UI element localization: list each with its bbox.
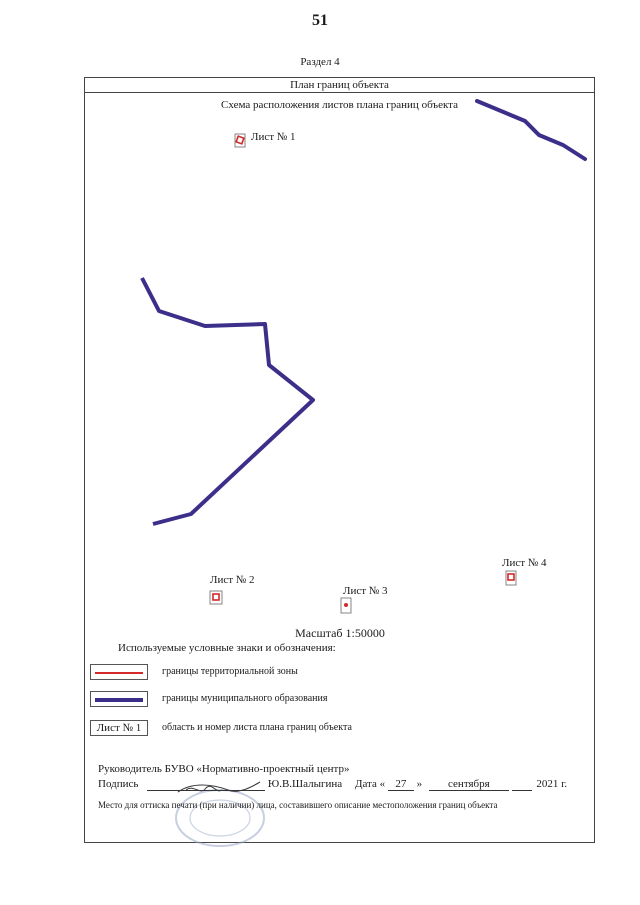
sheet-label-2: Лист № 2 — [210, 574, 255, 586]
municipal-boundary-top — [477, 101, 585, 159]
date-month: сентября — [429, 778, 509, 791]
date-label: Дата « — [354, 778, 386, 790]
legend-text-municipal: границы муниципального образования — [162, 693, 328, 704]
sheet-label-1: Лист № 1 — [251, 131, 296, 143]
sheet-3-marker — [341, 598, 351, 613]
scheme-title: Схема расположения листов плана границ объекта — [221, 99, 458, 111]
date-day: 27 — [388, 778, 414, 791]
map-scale: Масштаб 1:50000 — [295, 626, 385, 640]
section-label: Раздел 4 — [300, 56, 340, 68]
municipal-boundary-left — [142, 278, 313, 524]
page-number: 51 — [312, 12, 328, 29]
organization-head-line: Руководитель БУВО «Нормативно-проектный центр» — [98, 763, 350, 775]
sheet-label-3: Лист № 3 — [343, 585, 388, 597]
sheet-layout-map — [85, 93, 594, 633]
sign-label: Подпись — [98, 778, 139, 790]
legend-text-sheet: область и номер листа плана границ объекта — [162, 722, 352, 733]
date-day-close: » — [416, 778, 423, 790]
legend-swatch-sheet: Лист № 1 — [90, 720, 148, 736]
date-gap — [512, 778, 532, 791]
stamp-note: Место для оттиска печати (при наличии) лица, составившего описание местоположения границ объекта — [98, 800, 498, 810]
legend-swatch-zone — [90, 664, 148, 680]
signer-name: Ю.В.Шалыгина — [267, 778, 343, 790]
date-year: 2021 г. — [536, 778, 568, 790]
legend-swatch-municipal — [90, 691, 148, 707]
signature-field — [147, 778, 265, 791]
plan-title: План границ объекта — [85, 78, 594, 93]
signature-block — [98, 763, 578, 793]
sheet-4-marker — [506, 571, 516, 585]
legend-text-zone: границы территориальной зоны — [162, 666, 298, 677]
legend-title: Используемые условные знаки и обозначения: — [118, 642, 336, 654]
sheet-1-marker — [235, 134, 245, 147]
sheet-2-marker — [210, 591, 222, 604]
sheet-label-4: Лист № 4 — [502, 557, 547, 569]
signature-line — [98, 778, 578, 793]
